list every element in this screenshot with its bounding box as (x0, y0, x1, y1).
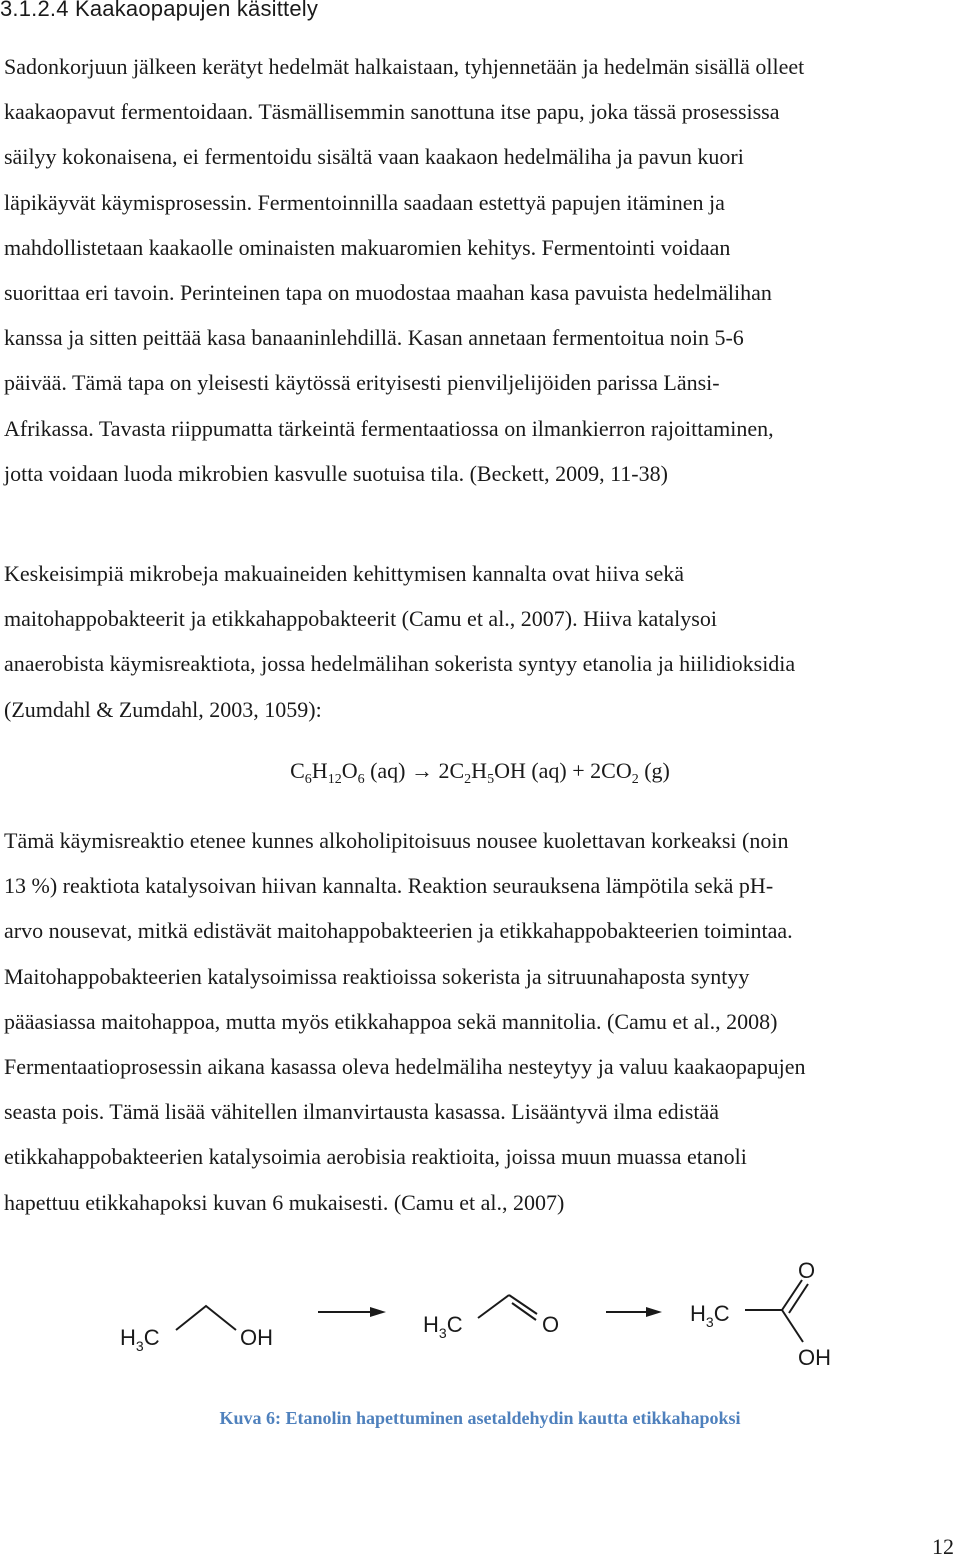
svg-text:O: O (542, 1312, 560, 1337)
text-line: arvo nousevat, mitkä edistävät maitohappobakteerien ja etikkahappobakteerien toimintaa. (4, 918, 793, 944)
text-line: Sadonkorjuun jälkeen kerätyt hedelmät halkaistaan, tyhjennetään ja hedelmän sisällä olleet (4, 54, 805, 79)
text-line: suorittaa eri tavoin. Perinteinen tapa on muodostaa maahan kasa pavuista hedelmälihan (4, 280, 772, 306)
ethanol-structure (120, 1306, 273, 1354)
reaction-arrow (606, 1307, 662, 1317)
fermentation-equation: $C_6H_{12}O_6$ $(aq) \to 2C_2H_5OH$ $(aq) + 2CO_2$ (g) (290, 758, 670, 787)
reaction-arrow (318, 1307, 386, 1317)
svg-text:H3C: $H_3C$ (120, 1325, 160, 1354)
text-line: kaakaopavut fermentoidaan. Täsmällisemmin sanottuna itse papu, joka tässä prosessissa (4, 99, 780, 125)
acetic-acid-structure (690, 1258, 831, 1370)
svg-text:H3C: $H_3C$ (423, 1312, 463, 1341)
text-line: maitohappobakteerit ja etikkahappobakteerit (Camu et al., 2007). Hiiva katalysoi (4, 606, 717, 632)
text-line: seasta pois. Tämä lisää vähitellen ilmanvirtausta kasassa. Lisääntyvä ilma edistää (4, 1099, 719, 1125)
paragraph-bacteria (4, 818, 956, 1225)
text-line: mahdollistetaan kaakaolle ominaisten makuaromien kehitys. Fermentointi voidaan (4, 234, 731, 260)
paragraph-fermentation-methods (4, 44, 956, 496)
svg-text:OH: OH (798, 1345, 831, 1370)
svg-text:O: O (798, 1258, 816, 1283)
section-heading: 3.1.2.4 Kaakaopapujen käsittely (0, 0, 319, 21)
paragraph-microbes (4, 551, 956, 732)
text-line: säilyy kokonaisena, ei fermentoidu sisältä vaan kaakaon hedelmäliha ja pavun kuori (4, 144, 744, 170)
text-line: hapettuu etikkahapoksi kuvan 6 mukaisesti. (Camu et al., 2007) (4, 1189, 565, 1215)
text-line: kanssa ja sitten peittää kasa banaaninlehdillä. Kasan annetaan fermentoitua noin 5-6 (4, 325, 744, 351)
text-line: etikkahappobakteerien katalysoimia aerobisia reaktioita, joissa muun muassa etanoli (4, 1144, 747, 1170)
page-number: 12 (932, 1534, 954, 1559)
text-line: jotta voidaan luoda mikrobien kasvulle suotuisa tila. (Beckett, 2009, 11-38) (4, 460, 668, 486)
text-line: Fermentaatioprosessin aikana kasassa oleva hedelmäliha nesteytyy ja valuu kaakaopapujen (4, 1054, 806, 1080)
text-line: päivää. Tämä tapa on yleisesti käytössä erityisesti pienviljelijöiden parissa Länsi- (4, 370, 720, 396)
text-line: anaerobista käymisreaktiota, jossa hedelmälihan sokerista syntyy etanolia ja hiilidioksidia (4, 651, 796, 677)
acetaldehyde-structure (423, 1295, 559, 1341)
svg-text:H3C: $H_3C$ (690, 1301, 730, 1330)
text-line: Maitohappobakteerien katalysoimissa reaktioissa sokerista ja sitruunahaposta syntyy (4, 963, 750, 989)
text-line: pääasiassa maitohappoa, mutta myös etikkahappoa sekä mannitolia. (Camu et al., 2008) (4, 1008, 778, 1034)
text-line: 13 %) reaktiota katalysoivan hiivan kannalta. Reaktion seurauksena lämpötila sekä pH- (4, 873, 774, 899)
svg-text:OH: OH (240, 1325, 273, 1350)
figure-caption: Kuva 6: Etanolin hapettuminen asetaldehydin kautta etikkahapoksi (219, 1408, 741, 1428)
text-line: Tämä käymisreaktio etenee kunnes alkoholipitoisuus nousee kuolettavan korkeaksi (noin (4, 828, 789, 853)
text-line: Keskeisimpiä mikrobeja makuaineiden kehittymisen kannalta ovat hiiva sekä (4, 561, 684, 586)
text-line: läpikäyvät käymisprosessin. Fermentoinnilla saadaan estettyä papujen itäminen ja (4, 189, 725, 215)
text-line: (Zumdahl & Zumdahl, 2003, 1059): (4, 696, 322, 722)
oxidation-scheme (100, 1248, 860, 1378)
text-line: Afrikassa. Tavasta riippumatta tärkeintä fermentaatiossa on ilmankierron rajoittaminen, (4, 415, 774, 441)
